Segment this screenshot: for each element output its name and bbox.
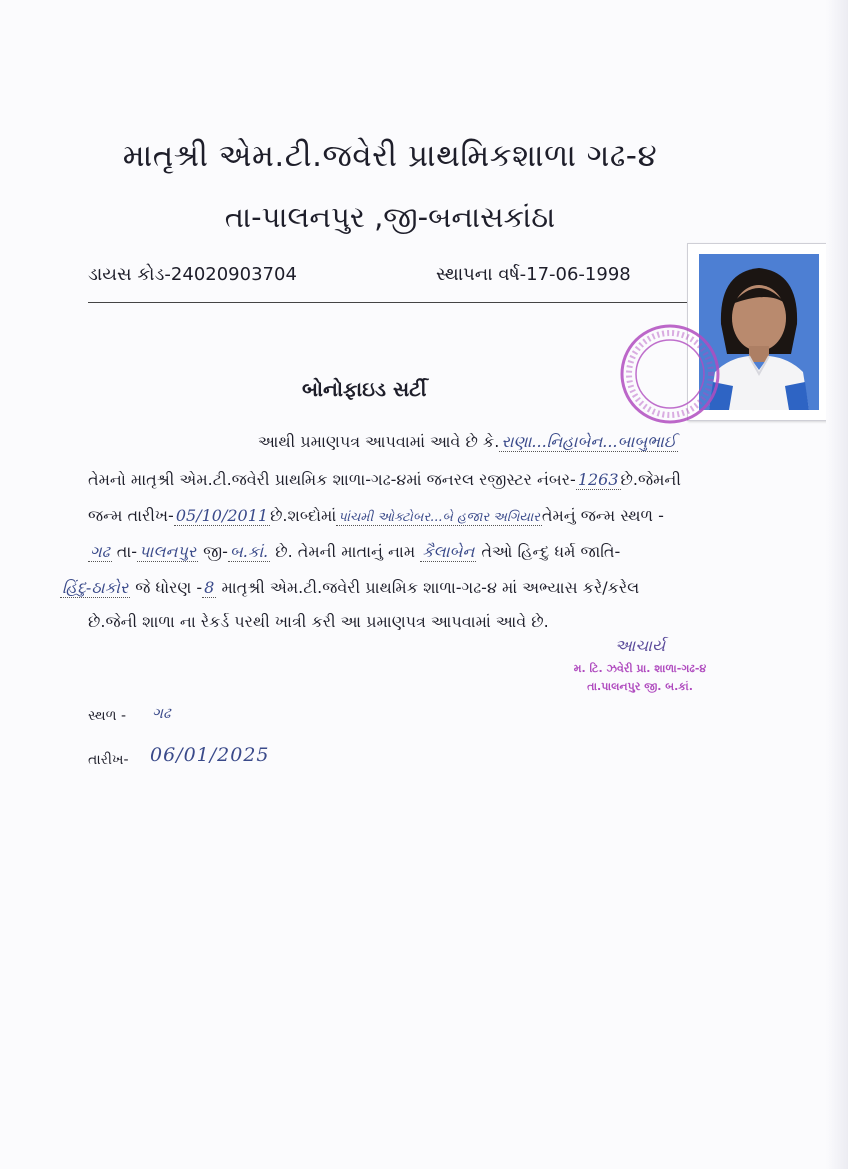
stamp-line-1: મ. ટિ. ઝવેરી પ્રા. શાળા-ગઢ-૪ <box>573 662 707 675</box>
school-name: માતૃશ્રી એમ.ટી.જવેરી પ્રાથમિકશાળા ગઢ-૪ <box>122 138 658 174</box>
mother-name: કૈલાબેન <box>422 542 475 561</box>
register-number: 1263 <box>577 470 619 489</box>
standard-value: 8 <box>204 578 215 597</box>
birth-place: ગઢ <box>90 542 110 561</box>
body-line-1: આથી પ્રમાણપત્ર આપવામાં આવે છે કે. રાણા...નિહાબેન...બાબુભાઈ <box>258 432 677 451</box>
certificate-title: બોનોફાઇડ સર્ટી <box>302 377 427 401</box>
header-divider <box>88 302 688 303</box>
body-line-5: હિંદુ-ઠાકોર જે ધોરણ - 8 માતૃશ્રી એમ.ટી.જવેરી પ્રાથમિક શાળા-ગઢ-૪ માં અભ્યાસ કરે/કરેલ <box>62 578 640 597</box>
issue-date: 06/01/2025 <box>150 744 270 766</box>
principal-signature-stamp <box>560 636 720 694</box>
principal-title: આચાર્ય <box>614 636 666 655</box>
student-name: રાણા...નિહાબેન...બાબુભાઈ <box>501 432 677 451</box>
district-value: બ.કાં. <box>229 542 269 561</box>
body-line-3: જન્મ તારીખ- 05/10/2011 છે.શબ્દોમાં પાંચમી ઓક્ટોબર...બે હજાર અગિયાર તેમનું જન્મ સ્થળ - <box>88 506 664 525</box>
body-line-4: ગઢ તા- પાલનપુર જી- બ.કાં. છે. તેમની માતાનું નામ કૈલાબેન તેઓ હિન્દુ ધર્મ જાતિ- <box>90 542 621 561</box>
scan-edge <box>826 0 848 1169</box>
birth-date-words: પાંચમી ઓક્ટોબર...બે હજાર અગિયાર <box>338 510 540 525</box>
school-address: તા-પાલનપુર ,જી-બનાસકાંઠા <box>224 200 556 234</box>
body-line-2: તેમનો માતૃશ્રી એમ.ટી.જવેરી પ્રાથમિક શાળા-ગઢ-૪માં જનરલ રજીસ્ટર નંબર- 1263 છે.જેમની <box>88 470 681 489</box>
date-label: તારીખ- <box>88 752 129 768</box>
place-value: ગઢ <box>152 704 171 722</box>
body-line-6: છે.જેની શાળા ના રેકર્ડ પરથી ખાત્રી કરી આ પ્રમાણપત્ર આપવામાં આવે છે. <box>88 612 549 631</box>
caste-value: હિંદુ-ઠાકોર <box>62 578 129 597</box>
birth-date: 05/10/2011 <box>175 506 269 525</box>
dise-code: ડાયસ કોડ-24020903704 <box>88 264 297 285</box>
taluka-value: પાલનપુર <box>139 542 197 561</box>
stamp-line-2: તા.પાલનપુર જી. બ.કાં. <box>587 680 693 693</box>
school-seal <box>618 322 722 426</box>
established-year: સ્થાપના વર્ષ-17-06-1998 <box>436 264 631 285</box>
place-label: સ્થળ - <box>88 708 127 724</box>
